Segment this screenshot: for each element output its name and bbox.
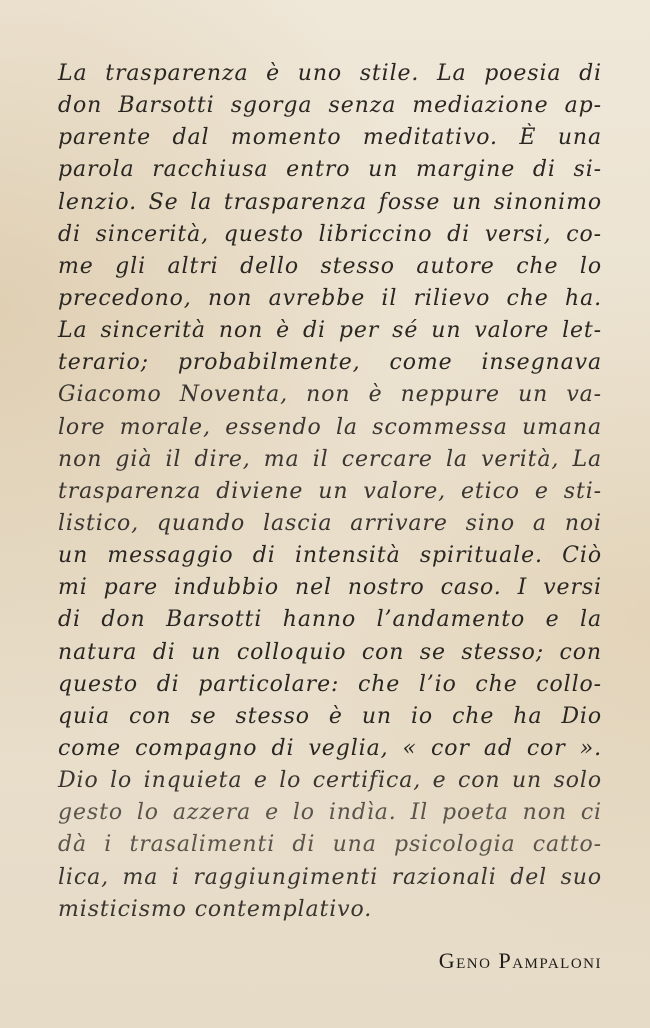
text-line: natura di un colloquio con se stesso; con [58, 639, 602, 665]
text-line: don Barsotti sgorga senza mediazione ap- [58, 93, 602, 119]
text-line: misticismo contemplativo. [58, 896, 373, 922]
text-line: mi pare indubbio nel nostro caso. I versi [58, 575, 602, 601]
text-line: non già il dire, ma il cercare la verità, La [58, 446, 602, 472]
text-line: questo di particolare: che l’io che collo- [58, 671, 602, 697]
text-line: trasparenza diviene un valore, etico e sti- [58, 478, 602, 504]
text-line: La sincerità non è di per sé un valore let- [58, 318, 602, 344]
text-line: terario; probabilmente, come insegnava [58, 350, 602, 376]
text-line: dà i trasalimenti di una psicologia catto- [58, 832, 602, 858]
blurb-paragraph [58, 58, 602, 926]
text-line: un messaggio di intensità spirituale. Ciò [58, 543, 602, 569]
text-line: di don Barsotti hanno l’andamento e la [58, 607, 602, 633]
text-line: Giacomo Noventa, non è neppure un va- [58, 382, 602, 408]
text-line: precedono, non avrebbe il rilievo che ha. [58, 285, 602, 311]
author-signature: Geno Pampaloni [438, 948, 602, 973]
text-line: Dio lo inquieta e lo certifica, e con un solo [58, 768, 602, 794]
text-line: lenzio. Se la trasparenza fosse un sinonimo [58, 189, 602, 215]
text-line: La trasparenza è uno stile. La poesia di [58, 61, 602, 86]
text-line: gesto lo azzera e lo indìa. Il poeta non ci [58, 800, 602, 826]
text-line: lore morale, essendo la scommessa umana [58, 414, 602, 440]
text-line: come compagno di veglia, « cor ad cor ». [58, 735, 602, 761]
text-line: parola racchiusa entro un margine di si- [58, 157, 602, 183]
text-line: quia con se stesso è un io che ha Dio [58, 703, 602, 729]
text-line: listico, quando lascia arrivare sino a noi [58, 510, 602, 536]
text-line: parente dal momento meditativo. È una [58, 125, 602, 151]
text-line: me gli altri dello stesso autore che lo [58, 253, 602, 279]
text-line: lica, ma i raggiungimenti razionali del suo [58, 864, 602, 890]
text-line: di sincerità, questo libriccino di versi, co- [58, 221, 602, 247]
